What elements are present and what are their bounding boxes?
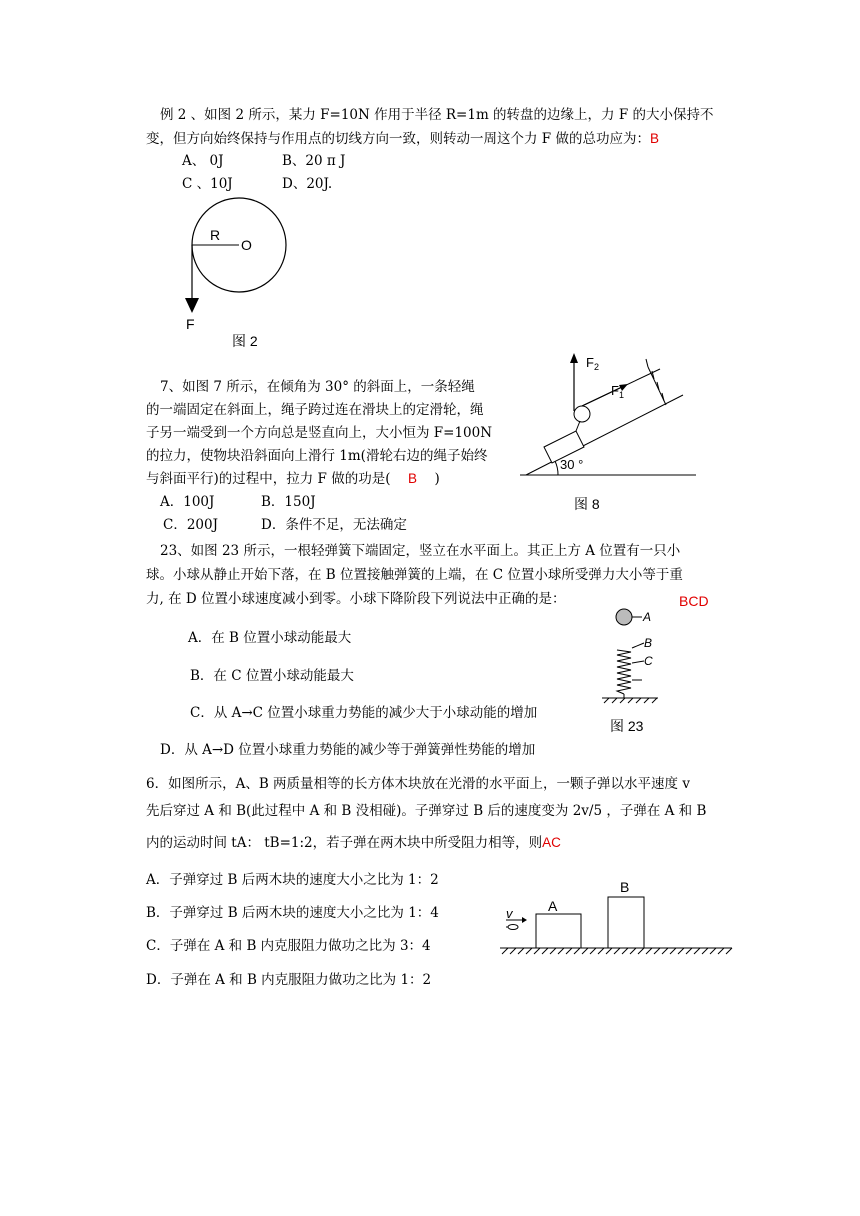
q7-option-b: B．150J bbox=[261, 494, 316, 510]
label-F: F bbox=[186, 316, 195, 332]
q7-answer: B bbox=[407, 471, 417, 486]
q23-option-b: B．在 C 位置小球动能最大 bbox=[190, 668, 354, 684]
q6-option-b: B．子弹穿过 B 后两木块的速度大小之比为 1：4 bbox=[146, 905, 439, 921]
ex2-answer: B bbox=[649, 131, 659, 146]
label-A: A bbox=[643, 610, 652, 624]
label-O: O bbox=[241, 237, 252, 253]
q23-line3: 力, 在 D 位置小球速度减小到零。小球下降阶段下列说法中正确的是： bbox=[146, 591, 566, 607]
q7-line3: 子另一端受到一个方向总是竖直向上，大小恒为 F=100N bbox=[146, 425, 493, 441]
figure-2-turntable bbox=[170, 198, 300, 348]
ex2-option-c: C 、10J bbox=[182, 176, 233, 192]
q7-option-d: D．条件不足，无法确定 bbox=[261, 517, 407, 533]
figure-23-caption: 图 23 bbox=[610, 718, 644, 734]
label-B: B bbox=[644, 636, 653, 650]
q6-line1: 6．如图所示，A、B 两质量相等的长方体木块放在光滑的水平面上，一颗子弹以水平速度 v bbox=[146, 776, 690, 792]
ex2-line1: 例 2 、如图 2 所示，某力 F=10N 作用于半径 R=1m 的转盘的边缘上，力 F 的大小保持不 bbox=[160, 107, 714, 123]
q7-option-a: A．100J bbox=[160, 494, 215, 510]
q7-line5: 与斜面平行)的过程中，拉力 F 做的功是( B ) bbox=[146, 471, 440, 487]
q6-line2: 先后穿过 A 和 B(此过程中 A 和 B 没相碰)。子弹穿过 B 后的速度变为 2v/5 ，子弹在 A 和 B bbox=[146, 803, 707, 819]
figure-bullet-blocks bbox=[496, 876, 736, 956]
label-F1: $F_1$ bbox=[611, 383, 624, 400]
label-v: v bbox=[506, 906, 513, 921]
q6-option-a: A．子弹穿过 B 后两木块的速度大小之比为 1：2 bbox=[146, 872, 439, 888]
q23-line1: 23、如图 23 所示，一根轻弹簧下端固定，竖立在水平面上。其正上方 A 位置有一只小 bbox=[160, 543, 681, 559]
q23-line2: 球。小球从静止开始下落，在 B 位置接触弹簧的上端，在 C 位置小球所受弹力大小等于重 bbox=[146, 567, 683, 583]
ex2-option-b: B、20 π J bbox=[282, 153, 346, 169]
ex2-option-d: D、20J. bbox=[282, 176, 333, 192]
q23-answer: BCD bbox=[679, 593, 709, 609]
q23-option-d: D．从 A→D 位置小球重力势能的减少等于弹簧弹性势能的增加 bbox=[160, 742, 536, 758]
q7-line1: 7、如图 7 所示，在倾角为 30° 的斜面上，一条轻绳 bbox=[160, 379, 475, 395]
ex2-line2: 变，但方向始终保持与作用点的切线方向一致，则转动一周这个力 F 做的总功应为：B bbox=[146, 131, 659, 147]
ex2-option-a: A、 0J bbox=[182, 153, 224, 169]
q6-option-c: C．子弹在 A 和 B 内克服阻力做功之比为 3：4 bbox=[146, 938, 431, 954]
q6-answer: AC bbox=[542, 835, 561, 850]
q7-line4: 的拉力，使物块沿斜面向上滑行 1m(滑轮右边的绳子始终 bbox=[146, 448, 488, 464]
q23-option-a: A．在 B 位置小球动能最大 bbox=[188, 630, 352, 646]
label-R: R bbox=[210, 227, 221, 243]
q6-option-d: D．子弹在 A 和 B 内克服阻力做功之比为 1：2 bbox=[146, 972, 432, 988]
label-F2: $F_2$ bbox=[586, 355, 599, 372]
q6-line3: 内的运动时间 tA： tB=1:2，若子弹在两木块中所受阻力相等，则AC bbox=[146, 835, 561, 851]
label-B: B bbox=[620, 879, 630, 895]
figure-23-spring bbox=[596, 600, 686, 710]
label-A: A bbox=[548, 898, 558, 914]
figure-8-caption: 图 8 bbox=[574, 496, 600, 512]
q7-option-c: C．200J bbox=[163, 517, 219, 533]
q7-line2: 的一端固定在斜面上，绳子跨过连在滑块上的定滑轮，绳 bbox=[146, 402, 484, 418]
label-angle: 30 ° bbox=[560, 457, 584, 472]
label-C: C bbox=[644, 654, 653, 668]
figure-8-incline bbox=[518, 345, 698, 480]
q23-option-c: C．从 A→C 位置小球重力势能的减少大于小球动能的增加 bbox=[190, 705, 538, 721]
figure-2-caption: 图 2 bbox=[232, 333, 258, 349]
